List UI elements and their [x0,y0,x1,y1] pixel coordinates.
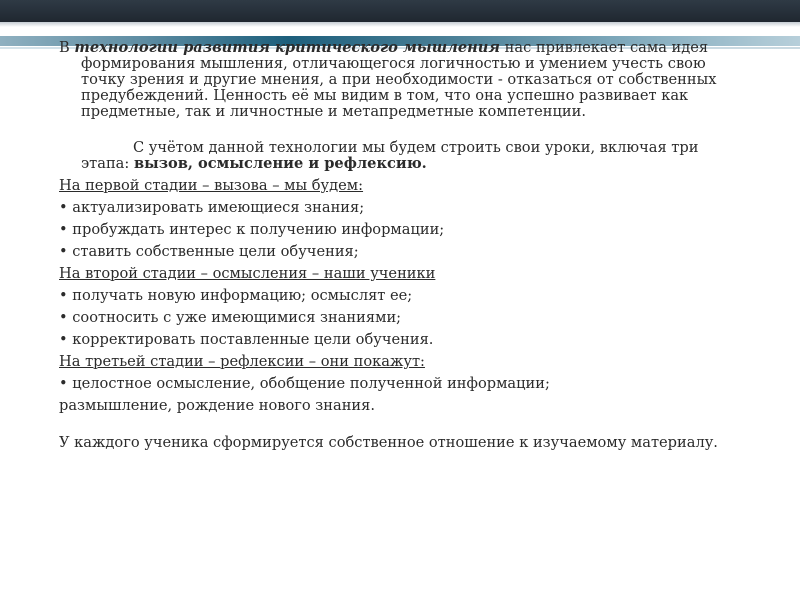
intro-text: нас привлекает сама идея формирования мышления, отличающегося логичностью и умением учесть свою точку зрения и другие мнения, а при необходимости - отказаться от собственных предубеждений. Ценность её мы видим в том, что она успешно развивает как предметные, так и личностные и метапредметные компетенции. [81,39,717,120]
list-item: • ставить собственные цели обучения; [59,243,359,260]
list-item: • соотносить с уже имеющимися знаниями; [59,309,402,326]
slide-body [59,40,749,451]
list-item: размышление, рождение нового знания. [59,397,375,414]
stages-intro-paragraph [59,140,749,172]
stage3-heading: На третьей стадии – рефлексии – они покажут: [59,353,425,370]
intro-paragraph [59,40,749,120]
stages-intro-prefix: этапа: [81,155,134,172]
slide-top-bar-shadow [0,22,800,27]
stages-intro-bold: вызов, осмысление и рефлексию. [133,155,427,172]
closing-paragraph: У каждого ученика сформируется собственное отношение к изучаемому материалу. [59,434,718,451]
list-item: • получать новую информацию; осмыслят ее; [59,287,413,304]
list-item: • пробуждать интерес к получению информации; [59,221,445,238]
list-item: • целостное осмысление, обобщение полученной информации; [59,375,550,392]
slide-top-bar [0,0,800,22]
stages-intro-line1: С учётом данной технологии мы будем строить свои уроки, включая три [133,139,699,156]
intro-emphasis: технологии развития критического мышления [74,39,500,56]
stage1-heading: На первой стадии – вызова – мы будем: [59,177,364,194]
stage2-heading: На второй стадии – осмысления – наши ученики [59,265,436,282]
intro-prefix: В [59,39,75,56]
list-item: • корректировать поставленные цели обучения. [59,331,434,348]
list-item: • актуализировать имеющиеся знания; [59,199,365,216]
